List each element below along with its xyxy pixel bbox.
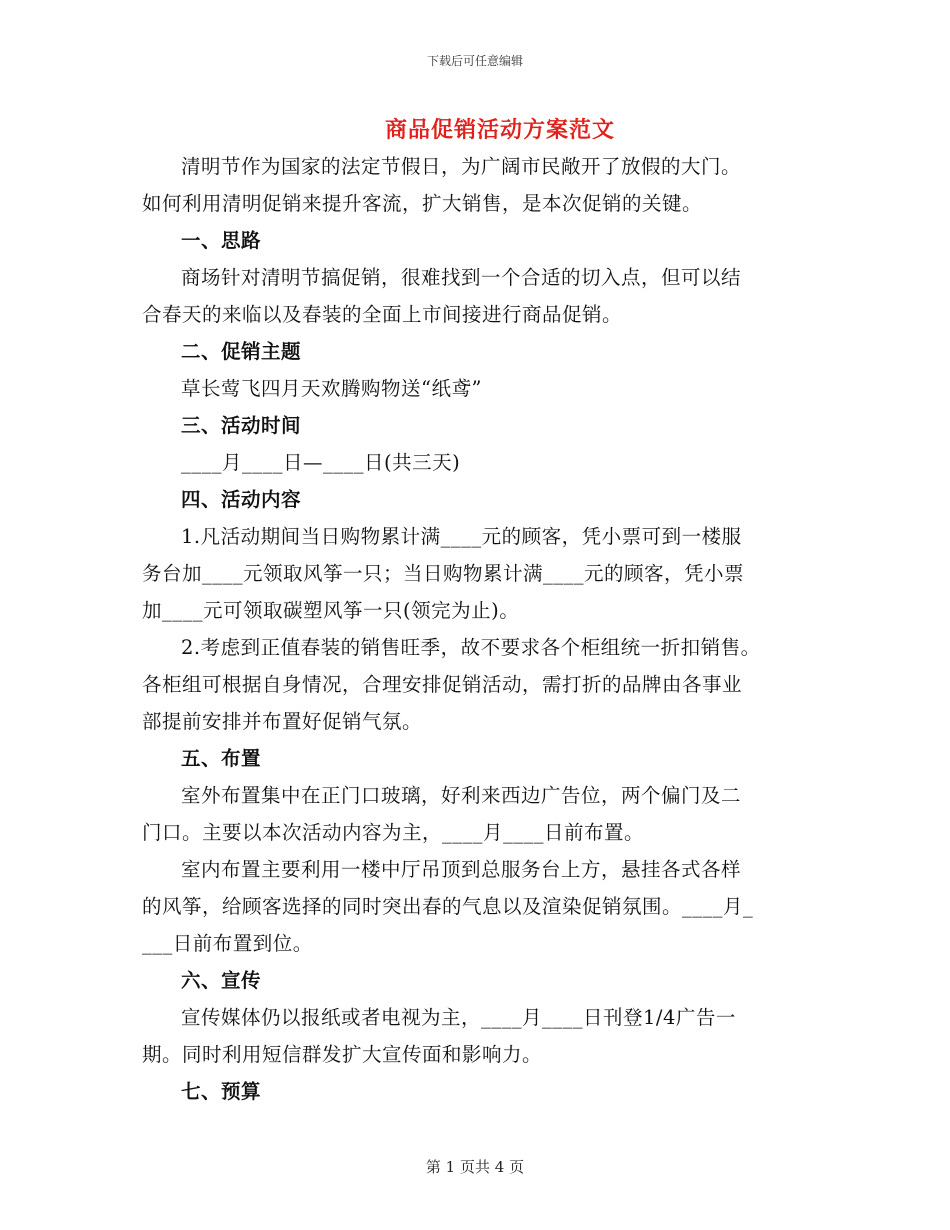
section-5-para-2-line-2: 的风筝，给顾客选择的同时突出春的气息以及渲染促销氛围。____月_ bbox=[142, 895, 754, 918]
section-4-heading: 四、活动内容 bbox=[181, 488, 302, 511]
section-5-para-2-line-1: 室内布置主要利用一楼中厅吊顶到总服务台上方，悬挂各式各样 bbox=[181, 858, 742, 881]
section-1-line-1: 商场针对清明节搞促销，很难找到一个合适的切入点，但可以结 bbox=[181, 266, 742, 289]
document-title: 商品促销活动方案范文 bbox=[384, 117, 615, 143]
section-5-para-2-line-3: ___日前布置到位。 bbox=[142, 932, 313, 955]
section-4-item-2-line-2: 各柜组可根据自身情况，合理安排促销活动，需打折的品牌由各事业 bbox=[142, 673, 743, 696]
section-3-heading: 三、活动时间 bbox=[181, 414, 302, 437]
section-4-item-1-line-1: 1.凡活动期间当日购物累计满____元的顾客，凭小票可到一楼服 bbox=[181, 525, 742, 548]
section-6-heading: 六、宣传 bbox=[181, 969, 262, 992]
section-5-heading: 五、布置 bbox=[181, 747, 262, 770]
section-4-item-1-line-3: 加____元可领取碳塑风筝一只(领完为止)。 bbox=[142, 599, 520, 622]
intro-line-2: 如何利用清明促销来提升客流，扩大销售，是本次促销的关键。 bbox=[142, 192, 703, 215]
section-2-line-1: 草长莺飞四月天欢腾购物送“纸鸢” bbox=[181, 377, 482, 400]
section-7-heading: 七、预算 bbox=[181, 1080, 262, 1103]
section-4-item-2-line-3: 部提前安排并布置好促销气氛。 bbox=[142, 710, 423, 733]
section-5-para-1-line-1: 室外布置集中在正门口玻璃，好利来西边广告位，两个偏门及二 bbox=[181, 784, 742, 807]
section-4-item-2-line-1: 2.考虑到正值春装的销售旺季，故不要求各个柜组统一折扣销售。 bbox=[181, 636, 761, 659]
page-footer: 第 1 页共 4 页 bbox=[425, 1158, 525, 1176]
section-2-heading: 二、促销主题 bbox=[181, 340, 302, 363]
document-body bbox=[142, 148, 810, 1110]
section-1-line-2: 合春天的来临以及春装的全面上市间接进行商品促销。 bbox=[142, 303, 623, 326]
section-5-para-1-line-2: 门口。主要以本次活动内容为主，____月____日前布置。 bbox=[142, 821, 645, 844]
section-6-line-2: 期。同时利用短信群发扩大宣传面和影响力。 bbox=[142, 1043, 543, 1066]
header-note: 下载后可任意编辑 bbox=[426, 54, 523, 68]
intro-line-1: 清明节作为国家的法定节假日，为广阔市民敞开了放假的大门。 bbox=[181, 155, 742, 178]
section-3-line-1: ____月____日—____日(共三天) bbox=[181, 451, 461, 474]
section-1-heading: 一、思路 bbox=[181, 229, 262, 252]
section-6-line-1: 宣传媒体仍以报纸或者电视为主，____月____日刊登1/4广告一 bbox=[181, 1006, 736, 1029]
section-4-item-1-line-2: 务台加____元领取风筝一只；当日购物累计满____元的顾客，凭小票 bbox=[142, 562, 745, 585]
